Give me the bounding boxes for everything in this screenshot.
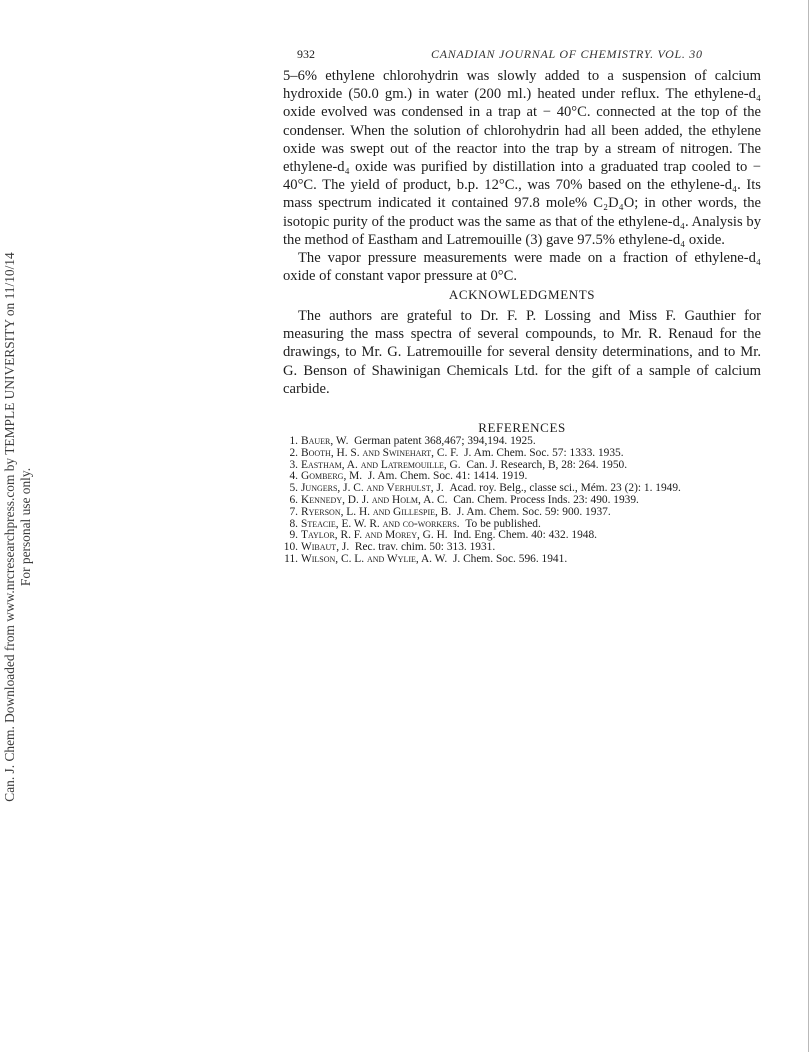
reference-citation: To be published. — [465, 517, 541, 530]
reference-authors: Kennedy, D. J. and Holm, A. C. — [301, 493, 448, 506]
reference-authors: Bauer, W. — [301, 435, 349, 447]
reference-citation: J. Am. Chem. Soc. 41: 1414. 1919. — [367, 470, 528, 483]
reference-number: 3. — [289, 458, 298, 471]
page-number: 932 — [297, 47, 315, 61]
reference-authors: Booth, H. S. and Swinehart, C. F. — [301, 446, 459, 459]
page-header — [297, 47, 761, 63]
paragraph-continued: 5–6% ethylene chlorohydrin was slowly added to a suspension of calcium hydroxide (50.0 gm.) in water (200 ml.) heated under reflux. The ethylene-d₄ oxide evolved was condensed in a trap at − 40°C. connected at the top of the condenser. When the solution of chlorohydrin had all been added, the ethylene oxide was swept out of the reactor into the trap by a stream of nitrogen. The ethylene-d₄ oxide was purified by distillation into a graduated trap cooled to − 40°C. The yield of product, b.p. 12°C., was 70% based on the ethylene-d₄. Its mass spectrum indicated it contained 97.8 mole% C₂D₄O; in other words, the isotopic purity of the product was the same as that of the ethylene-d₄. Analysis by the method of Eastham and Latremouille (3) gave 97.5% ethylene-d₄ oxide. — [283, 68, 761, 248]
reference-number: 6. — [289, 493, 298, 506]
reference-number: 11. — [284, 552, 298, 565]
page-edge-line — [808, 0, 809, 1052]
reference-authors: Eastham, A. and Latremouille, G. — [301, 458, 461, 471]
reference-authors: Gomberg, M. — [301, 470, 363, 483]
reference-authors: Taylor, R. F. and Morey, G. H. — [301, 529, 448, 542]
reference-citation: Rec. trav. chim. 50: 313. 1931. — [354, 541, 496, 554]
reference-authors: Wibaut, J. — [301, 541, 350, 554]
reference-number: 10. — [283, 541, 298, 554]
acknowledgments-text: The authors are grateful to Dr. F. P. Lossing and Miss F. Gauthier for measuring the mass spectra of several compounds, to Mr. R. Renaud for the drawings, to Mr. G. Latremouille for several density determinations, and to Mr. G. Benson of Shawinigan Chemicals Ltd. for the gift of a sample of calcium carbide. — [283, 308, 761, 397]
download-notice-line-1: Can. J. Chem. Downloaded from www.nrcresearchpress.com by TEMPLE UNIVERSITY on 11/10/14 — [2, 252, 17, 802]
reference-number: 1. — [289, 435, 298, 447]
reference-number: 5. — [289, 482, 298, 495]
reference-number: 9. — [289, 529, 298, 542]
download-notice — [2, 246, 38, 808]
reference-citation: J. Am. Chem. Soc. 57: 1333. 1935. — [464, 446, 624, 459]
reference-item — [283, 554, 773, 566]
download-notice-line-2: For personal use only. — [18, 467, 33, 587]
reference-authors: Wilson, C. L. and Wylie, A. W. — [301, 552, 448, 565]
acknowledgments-heading: ACKNOWLEDGMENTS — [448, 287, 596, 302]
reference-citation: J. Am. Chem. Soc. 59: 900. 1937. — [456, 505, 611, 518]
reference-authors: Jungers, J. C. and Verhulst, J. — [301, 482, 444, 495]
reference-number: 2. — [289, 446, 298, 459]
reference-number: 8. — [289, 517, 298, 530]
references-heading: REFERENCES — [478, 420, 566, 435]
reference-citation: Acad. roy. Belg., classe sci., Mém. 23 (2): 1. 1949. — [449, 482, 681, 495]
reference-number: 4. — [289, 470, 298, 483]
reference-citation: Can. Chem. Process Inds. 23: 490. 1939. — [453, 493, 639, 506]
reference-authors: Steacie, E. W. R. and co-workers. — [301, 517, 460, 530]
body-text — [283, 67, 761, 285]
reference-number: 7. — [289, 505, 298, 518]
reference-list — [283, 436, 773, 566]
reference-citation: Ind. Eng. Chem. 40: 432. 1948. — [453, 529, 598, 542]
reference-citation: J. Chem. Soc. 596. 1941. — [452, 552, 568, 565]
reference-authors: Ryerson, L. H. and Gillespie, B. — [301, 505, 452, 518]
running-head: CANADIAN JOURNAL OF CHEMISTRY. VOL. 30 — [431, 47, 703, 61]
reference-citation: German patent 368,467; 394,194. 1925. — [354, 435, 536, 447]
reference-citation: Can. J. Research, B, 28: 264. 1950. — [466, 458, 628, 471]
paragraph-vapor-pressure: The vapor pressure measurements were made on a fraction of ethylene-d₄ oxide of constant vapor pressure at 0°C. — [283, 250, 761, 285]
